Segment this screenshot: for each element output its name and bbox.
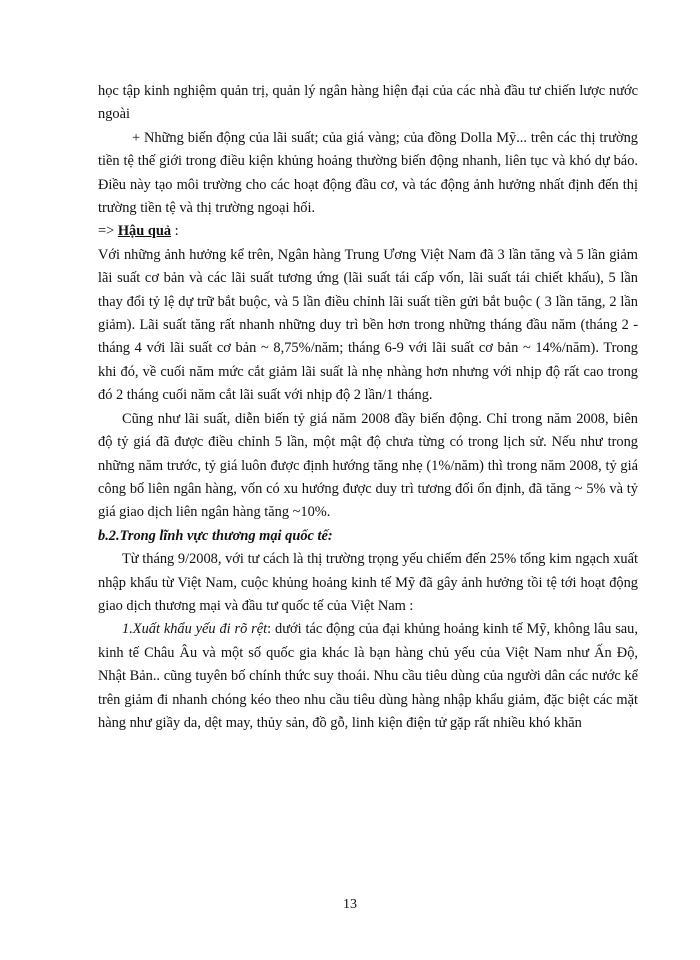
consequence-colon: : [171,223,179,240]
consequence-heading [98,220,638,243]
paragraph-exchange-rate: Cũng như lãi suất, diễn biến tỷ giá năm 2008 đầy biến động. Chỉ trong năm 2008, biên độ tỷ giá đã được điều chỉnh 5 lần, một mật độ chưa từng có trong lịch sử. Nếu như trong những năm trước, tỷ giá luôn được định hướng tăng nhẹ (1%/năm) thì trong năm 2008, tỷ giá công bố liên ngân hàng, vốn có xu hướng được duy trì tương đối ổn định, đã tăng ~ 5% và tỷ giá giao dịch liên ngân hàng tăng ~10%. [98,410,638,521]
page-number: 13 [343,897,357,912]
paragraph-bullet-interest-rates: + Những biến động của lãi suất; của giá vàng; của đồng Dolla Mỹ... trên các thị trường tiền tệ thế giới trong điều kiện khủng hoảng thường biến động nhanh, liên tục và khó dự báo. Điều này tạo môi trường cho các hoạt động đầu cơ, và tác động ảnh hưởng nhất định đến thị trường tiền tệ và thị trường ngoại hối. [98,129,638,217]
paragraph-central-bank: Với những ảnh hưởng kể trên, Ngân hàng Trung Ương Việt Nam đã 3 lần tăng và 5 lần giảm lãi suất cơ bản và các lãi suất tương ứng (lãi suất tái cấp vốn, lãi suất tái chiết khấu), 5 lần thay đổi tỷ lệ dự trữ bắt buộc, và 5 lần điều chỉnh lãi suất tiền gửi bắt buộc ( 3 lần tăng, 2 lần giảm). Lãi suất tăng rất nhanh những duy trì bền hơn trong những tháng đầu năm (tháng 2 - tháng 4 với lãi suất cơ bản ~ 8,75%/năm; tháng 6-9 với lãi suất cơ bản ~ 14%/năm). Trong khi đó, về cuối năm mức cắt giảm lãi suất là nhẹ nhàng hơn nhưng với nhịp độ rất cao trong đó 2 tháng cuối năm cắt lãi suất với nhịp độ 2 lần/1 tháng. [98,246,638,404]
paragraph-exports [98,618,638,735]
arrow-marker: => [98,223,118,240]
exports-subheading: 1.Xuất khẩu yếu đi rõ rệt [122,621,268,638]
paragraph-trade-intro: Từ tháng 9/2008, với tư cách là thị trường trọng yếu chiếm đến 25% tổng kim ngạch xuất nhập khẩu từ Việt Nam, cuộc khủng hoảng kinh tế Mỹ đã gây ảnh hưởng tồi tệ tới hoạt động giao dịch thương mại và đầu tư quốc tế của Việt Nam : [98,551,638,614]
document-body [98,80,638,735]
consequence-label: Hậu quả [117,223,172,240]
section-heading-international-trade: b.2.Trong lĩnh vực thương mại quốc tế: [98,527,333,544]
exports-text: : dưới tác động của đại khủng hoảng kinh tế Mỹ, không lâu sau, kinh tế Châu Âu và một số quốc gia khác là bạn hàng chủ yếu của Việt Nam như Ấn Độ, Nhật Bản.. cũng tuyên bố chính thức suy thoái. Nhu cầu tiêu dùng của người dân các nước kể trên giảm đi nhanh chóng kéo theo nhu cầu tiêu dùng hàng nhập khẩu giảm, đặc biệt các mặt hàng như giầy da, dệt may, thủy sản, đồ gỗ, linh kiện điện tử gặp rất nhiều khó khăn [98,621,638,731]
paragraph-continuation: học tập kinh nghiệm quản trị, quản lý ngân hàng hiện đại của các nhà đầu tư chiến lược nước ngoài [98,83,638,123]
